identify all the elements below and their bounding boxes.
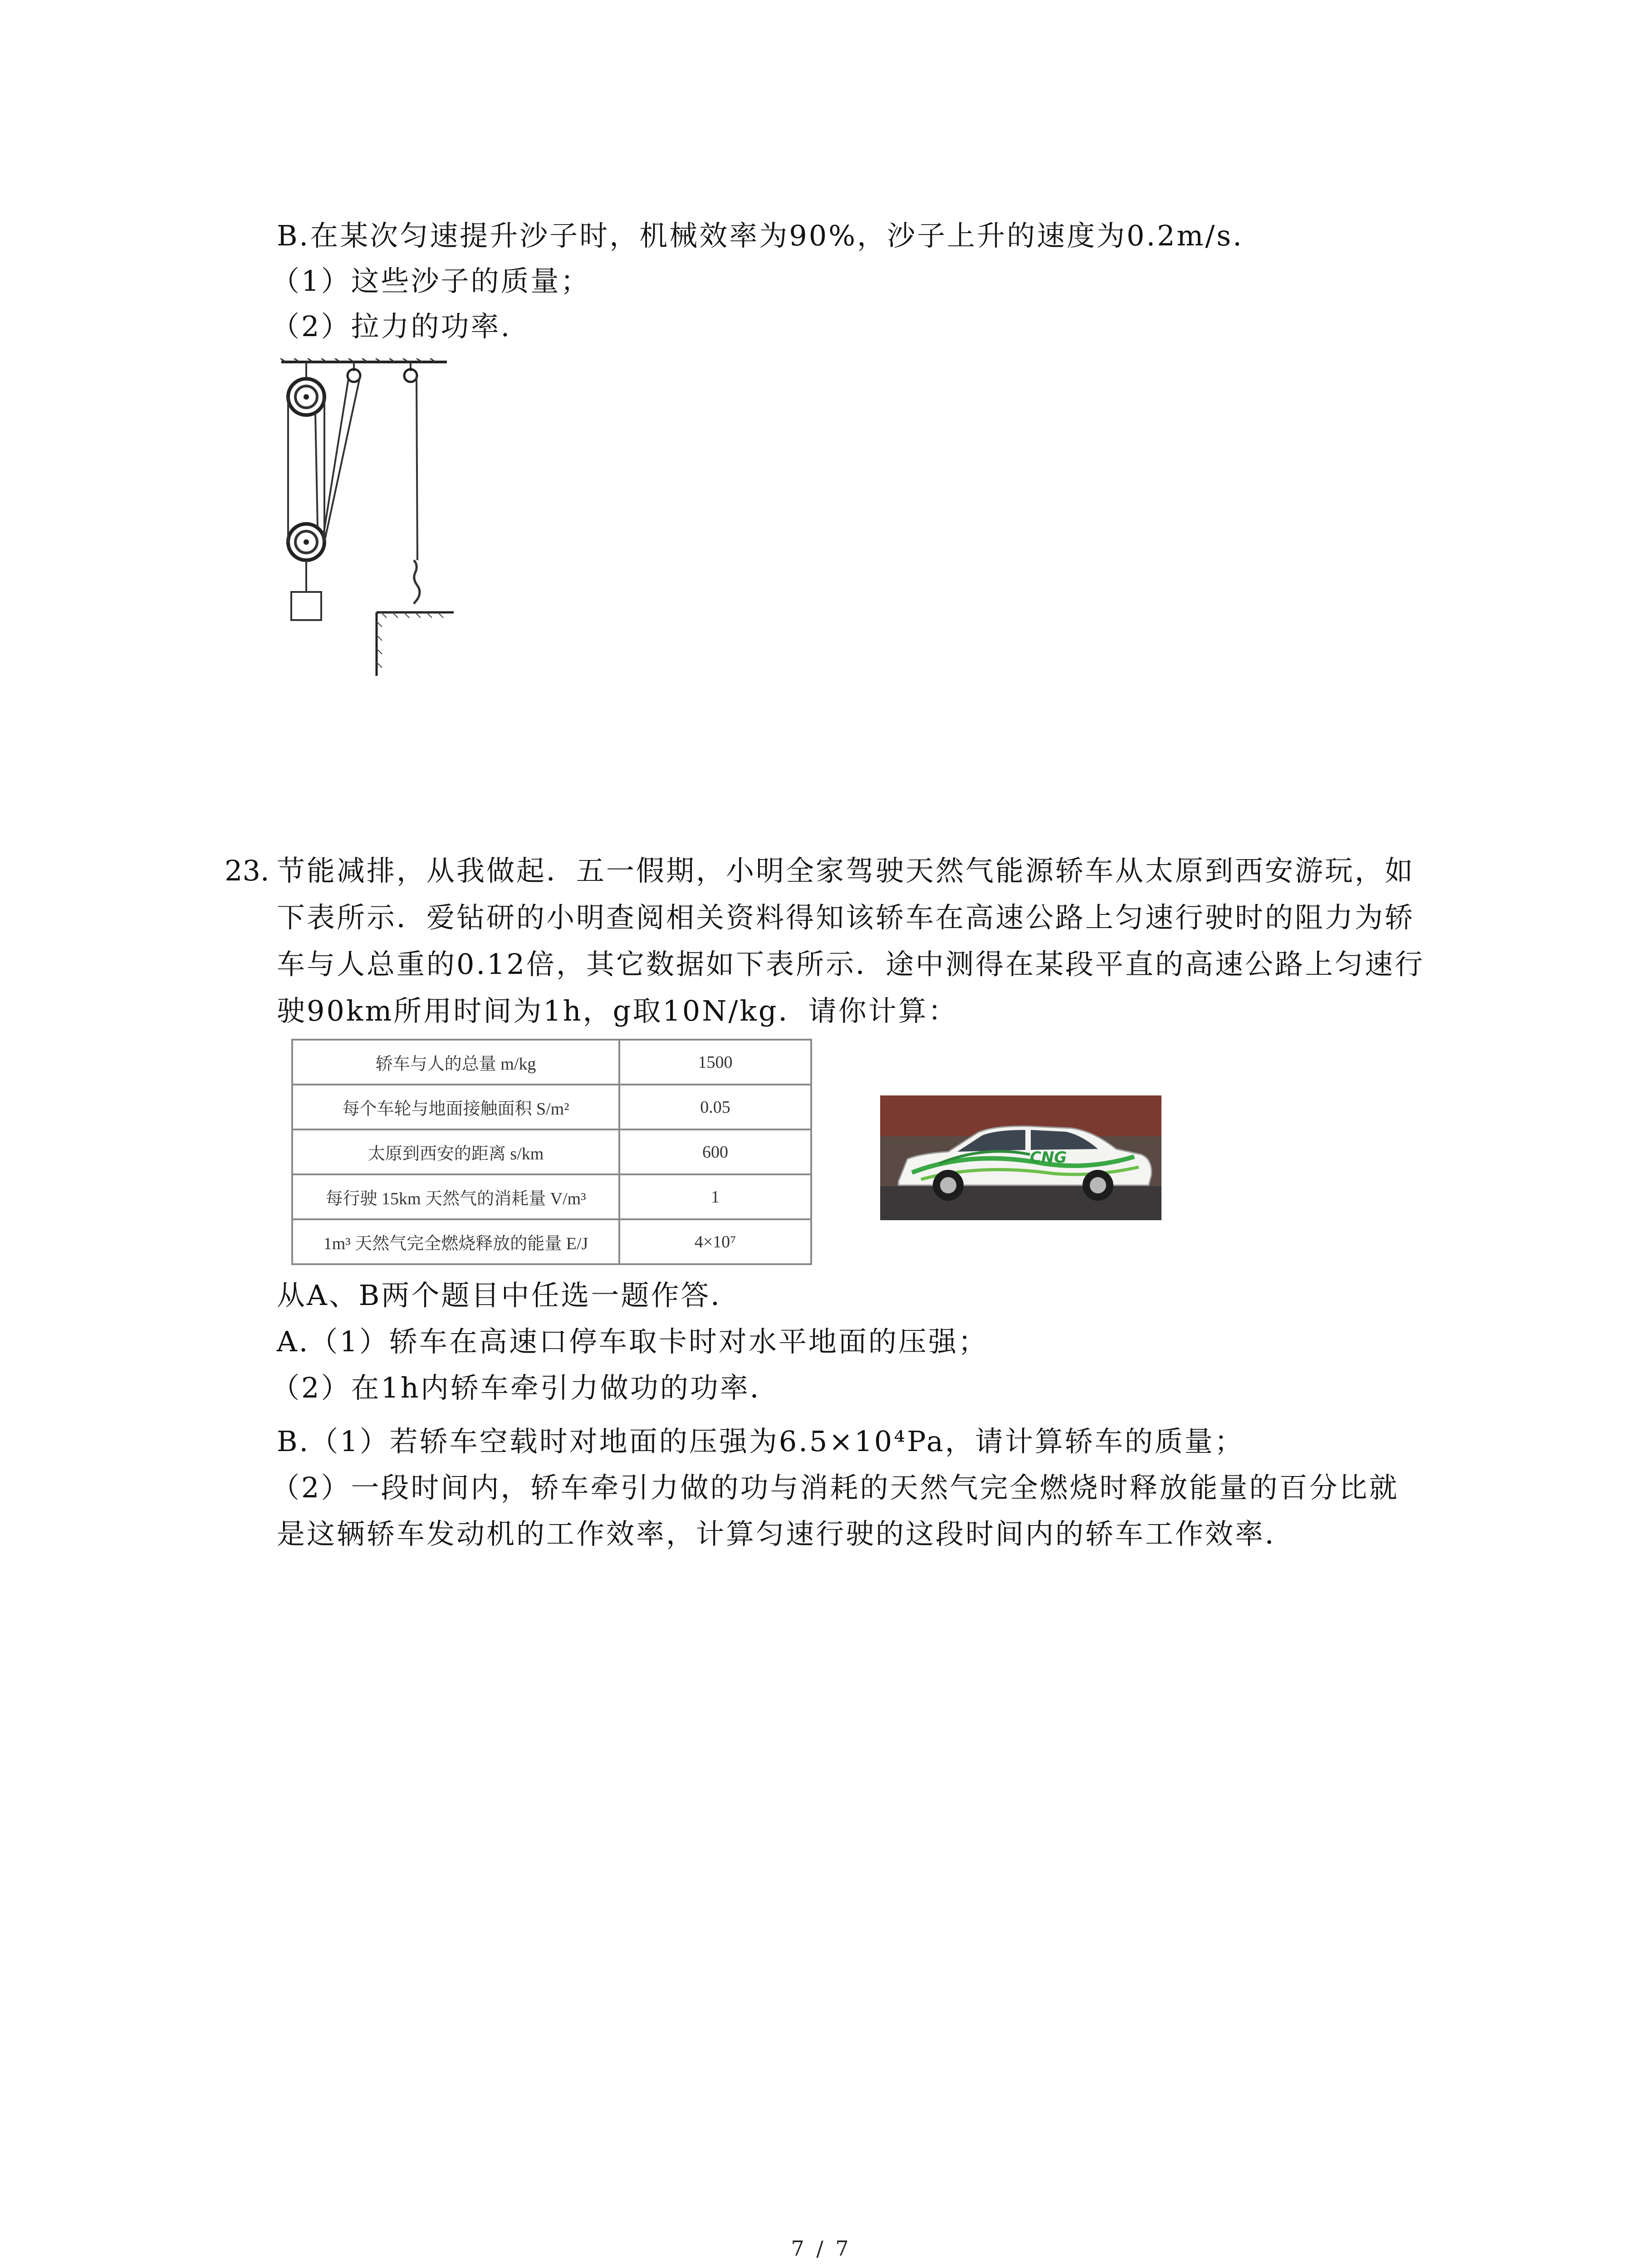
q23-paragraph-line-4: 驶90km所用时间为1h，g取10N/kg．请你计算：	[277, 994, 958, 1027]
page-number: 7 / 7	[791, 2236, 852, 2261]
table-cell-label: 每个车轮与地面接触面积 S/m²	[292, 1085, 619, 1129]
table-row	[292, 1040, 811, 1085]
table-cell-label: 太原到西安的距离 s/km	[292, 1129, 619, 1174]
q23-b-2-line-2: 是这辆轿车发动机的工作效率，计算匀速行驶的这段时间内的轿车工作效率．	[277, 1517, 1295, 1550]
q23-b-2-line-1: （2）一段时间内，轿车牵引力做的功与消耗的天然气完全燃烧时释放能量的百分比就	[271, 1471, 1399, 1504]
table-row	[292, 1219, 811, 1264]
q23-choose: 从A、B两个题目中任选一题作答．	[277, 1279, 741, 1312]
table-cell-value: 1	[619, 1174, 811, 1219]
table-cell-label: 每行驶 15km 天然气的消耗量 V/m³	[292, 1174, 619, 1219]
q23-a-1: A.（1）轿车在高速口停车取卡时对水平地面的压强；	[277, 1325, 988, 1358]
pulley-diagram	[272, 358, 463, 676]
q22-sub-2: （2）拉力的功率.	[271, 310, 512, 343]
table-cell-label: 轿车与人的总量 m/kg	[292, 1040, 619, 1085]
table-row	[292, 1129, 811, 1174]
table-row	[292, 1174, 811, 1219]
table-cell-label: 1m³ 天然气完全燃烧释放的能量 E/J	[292, 1219, 619, 1264]
table-cell-value: 600	[619, 1129, 811, 1174]
q23-a-2: （2）在1h内轿车牵引力做功的功率．	[271, 1371, 780, 1404]
cng-car-photo	[880, 1095, 1161, 1220]
q23-number: 23.	[225, 854, 269, 887]
table-cell-value: 1500	[619, 1040, 811, 1085]
q23-b-1: B.（1）若轿车空载时对地面的压强为6.5×10⁴Pa，请计算轿车的质量；	[277, 1425, 1244, 1458]
q23-paragraph-line-2: 下表所示．爱钻研的小明查阅相关资料得知该轿车在高速公路上匀速行驶时的阻力为轿	[277, 901, 1415, 934]
q22-sub-1: （1）这些沙子的质量；	[271, 264, 591, 298]
table-row	[292, 1085, 811, 1129]
q22-part-b: B.在某次匀速提升沙子时，机械效率为90%，沙子上升的速度为0.2m/s.	[277, 219, 1244, 252]
car-data-table	[291, 1039, 812, 1265]
q23-paragraph-line-1: 节能减排，从我做起．五一假期，小明全家驾驶天然气能源轿车从太原到西安游玩，如	[277, 854, 1415, 887]
table-cell-value: 0.05	[619, 1085, 811, 1129]
table-cell-value: 4×10⁷	[619, 1219, 811, 1264]
q23-paragraph-line-3: 车与人总重的0.12倍，其它数据如下表所示．途中测得在某段平直的高速公路上匀速行	[277, 948, 1425, 981]
car-logo-text: CNG	[1030, 1149, 1067, 1167]
